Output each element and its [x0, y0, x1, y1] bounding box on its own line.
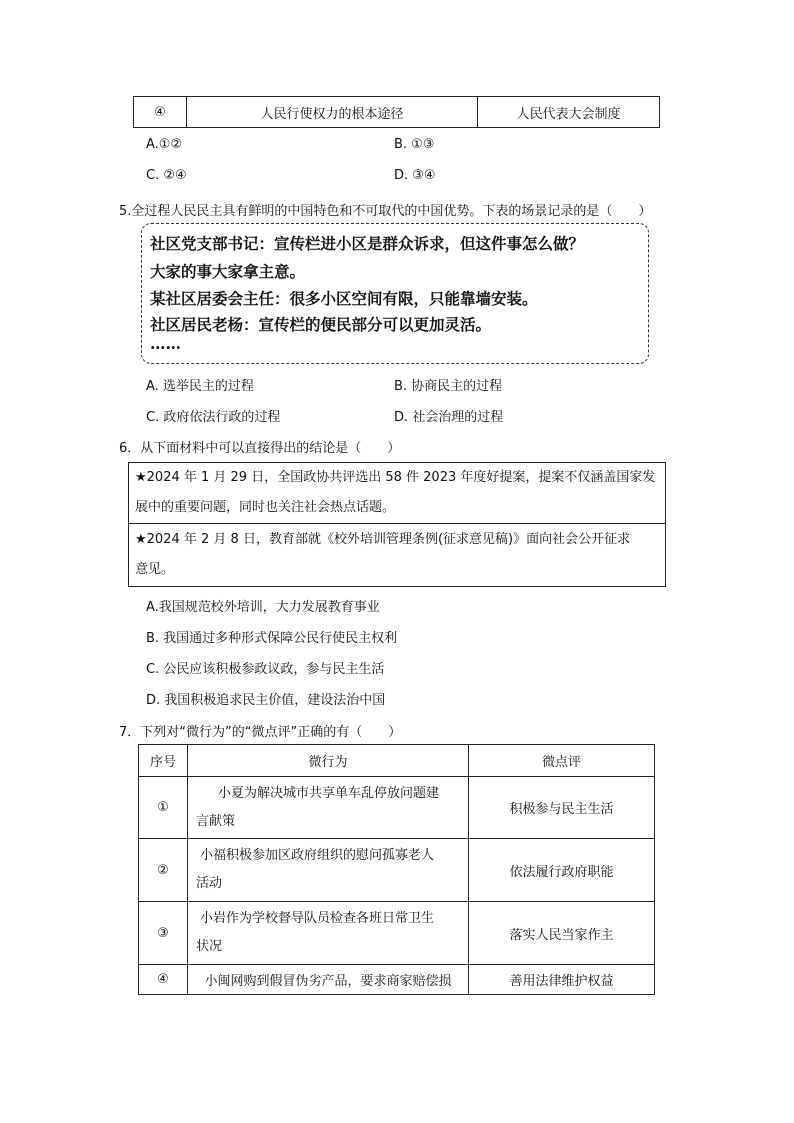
- q6-material-1-line-1: ★2024 年 1 月 29 日，全国政协共评选出 58 件 2023 年度好提案，提案不仅涵盖国家发: [135, 470, 656, 485]
- q6-option-d[interactable]: D. 我国积极追求民主价值，建设法治中国: [146, 693, 386, 708]
- q5-stem: 5.全过程人民民主具有鲜明的中国特色和不可取代的中国优势。下表的场景记录的是（ ）: [119, 204, 652, 219]
- q6-material-2-line-1: ★2024 年 2 月 8 日，教育部就《校外培训管理条例(征求意见稿)》面向社会公开征求: [135, 532, 631, 547]
- q5-option-b[interactable]: B. 协商民主的过程: [394, 379, 503, 394]
- q5-option-d[interactable]: D. 社会治理的过程: [394, 410, 504, 425]
- q4-row-number: ④: [134, 97, 187, 128]
- q7-row-3-behavior-line-1: 小岩作为学校督导队员检查各班日常卫生: [200, 911, 435, 926]
- q7-row-2-comment: 依法履行政府职能: [469, 839, 655, 902]
- q6-option-c[interactable]: C. 公民应该积极参政议政，参与民主生活: [146, 662, 385, 677]
- q5-option-a[interactable]: A. 选举民主的过程: [146, 379, 254, 394]
- q7-table: [138, 744, 655, 995]
- q6-option-b[interactable]: B. 我国通过多种形式保障公民行使民主权利: [146, 631, 398, 646]
- q7-header-number: 序号: [139, 745, 188, 777]
- q7-row-1-behavior-line-2: 言献策: [196, 813, 236, 829]
- q7-row-3-behavior: [188, 902, 469, 965]
- q6-option-a[interactable]: A.我国规范校外培训，大力发展教育事业: [146, 600, 380, 615]
- q5-box-line-2: 大家的事大家拿主意。: [150, 262, 306, 281]
- q7-row-1-behavior: [188, 777, 469, 839]
- q7-row-1-behavior-line-1: 小夏为解决城市共享单车乱停放问题建: [218, 785, 440, 801]
- q7-row-3-number: ③: [139, 902, 188, 965]
- q5-option-c[interactable]: C. 政府依法行政的过程: [146, 410, 281, 425]
- q5-scenario-box: [141, 223, 649, 364]
- q5-box-line-1: 社区党支部书记：宣传栏进小区是群众诉求，但这件事怎么做？: [150, 234, 585, 253]
- q6-material-2-line-2: 意见。: [135, 562, 175, 577]
- q6-material-table: [128, 462, 666, 587]
- q4-option-a[interactable]: A.①②: [146, 137, 183, 152]
- q4-row-description: 人民行使权力的根本途径: [187, 97, 478, 128]
- q5-box-line-3: 某社区居委会主任：很多小区空间有限，只能靠墙安装。: [150, 289, 538, 308]
- q6-material-1: [129, 463, 666, 524]
- q7-row-2-behavior: [188, 839, 469, 902]
- q4-table: [133, 96, 660, 128]
- q7-row-4-comment: 善用法律维护权益: [469, 965, 655, 995]
- q7-row-4-behavior: 小闽网购到假冒伪劣产品，要求商家赔偿损: [188, 965, 469, 995]
- q7-row-3-comment: 落实人民当家作主: [469, 902, 655, 965]
- q7-row-2-number: ②: [139, 839, 188, 902]
- q7-row-1-number: ①: [139, 777, 188, 839]
- q7-row-1-comment: 积极参与民主生活: [469, 777, 655, 839]
- q4-row-answer: 人民代表大会制度: [478, 97, 660, 128]
- q4-option-d[interactable]: D. ③④: [394, 168, 436, 183]
- q7-row-4-number: ④: [139, 965, 188, 995]
- q7-row-2-behavior-line-2: 活动: [196, 876, 223, 891]
- q7-header-comment: 微点评: [469, 745, 655, 777]
- q4-option-b[interactable]: B. ①③: [394, 137, 435, 152]
- q5-box-line-4: 社区居民老杨：宣传栏的便民部分可以更加灵活。: [150, 315, 492, 334]
- q5-box-line-5: ……: [150, 334, 181, 353]
- q6-stem: 6．从下面材料中可以直接得出的结论是（ ）: [119, 441, 401, 456]
- q7-row-2-behavior-line-1: 小福积极参加区政府组织的慰问孤寡老人: [200, 848, 435, 863]
- q6-material-1-line-2: 展中的重要问题，同时也关注社会热点话题。: [135, 500, 396, 515]
- q7-row-3-behavior-line-2: 状况: [196, 939, 223, 954]
- q4-option-c[interactable]: C. ②④: [146, 168, 187, 183]
- q7-stem: 7．下列对“微行为”的“微点评”正确的有（ ）: [119, 725, 402, 740]
- q6-material-2: [129, 524, 666, 587]
- q7-header-behavior: 微行为: [188, 745, 469, 777]
